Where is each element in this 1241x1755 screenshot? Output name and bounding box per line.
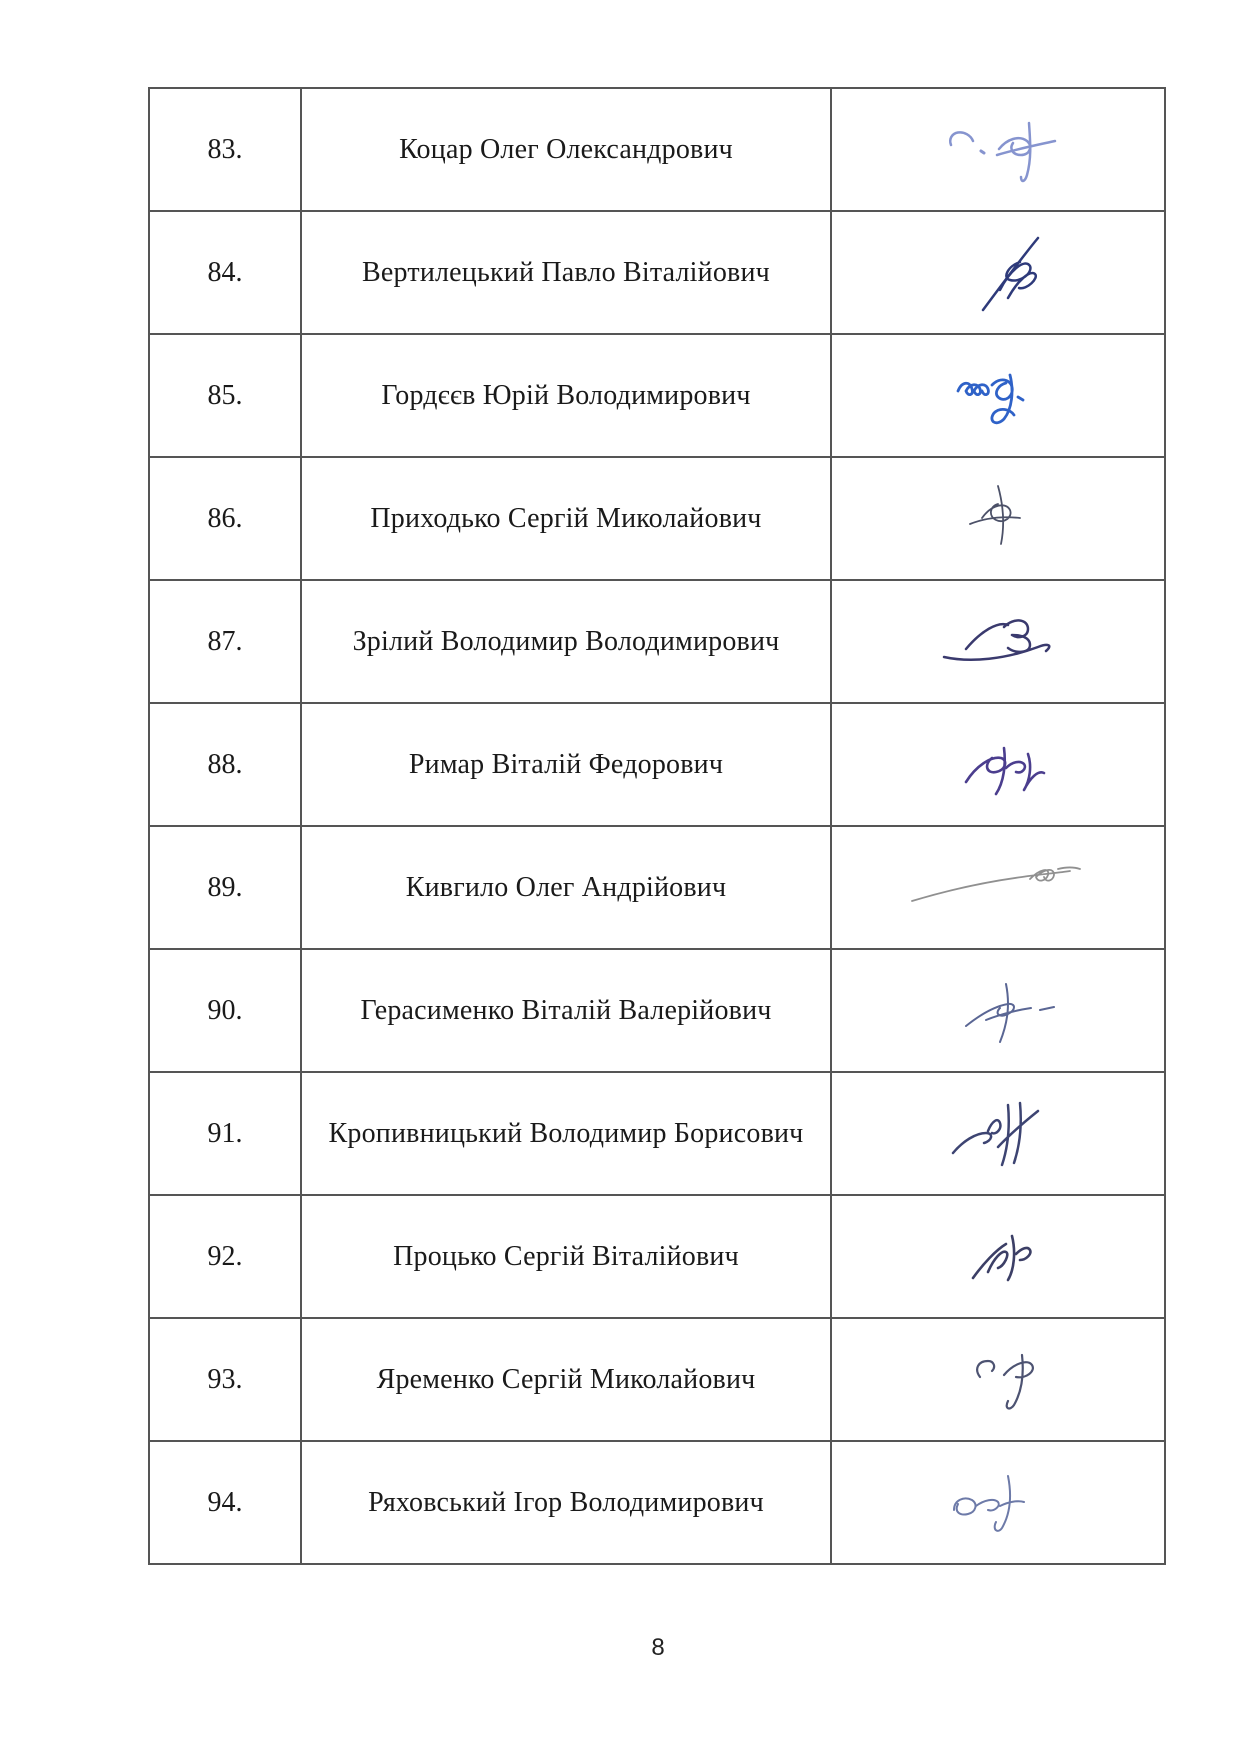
signature-cell (831, 826, 1165, 949)
table-row (149, 88, 1165, 211)
row-number: 85. (149, 334, 301, 457)
signature-image (888, 720, 1108, 810)
row-number: 88. (149, 703, 301, 826)
signature-cell (831, 334, 1165, 457)
row-number: 94. (149, 1441, 301, 1564)
table-row (149, 457, 1165, 580)
person-name: Зрілий Володимир Володимирович (301, 580, 831, 703)
row-number: 89. (149, 826, 301, 949)
signature-image (888, 1212, 1108, 1302)
signature-cell (831, 88, 1165, 211)
row-number: 83. (149, 88, 301, 211)
person-name: Кивгило Олег Андрійович (301, 826, 831, 949)
page-number: 8 (651, 1634, 665, 1661)
table-row (149, 1195, 1165, 1318)
table-row (149, 334, 1165, 457)
table-row (149, 1441, 1165, 1564)
person-name: Гордєєв Юрій Володимирович (301, 334, 831, 457)
table-row (149, 1072, 1165, 1195)
person-name: Кропивницький Володимир Борисович (301, 1072, 831, 1195)
row-number: 93. (149, 1318, 301, 1441)
person-name: Приходько Сергій Миколайович (301, 457, 831, 580)
row-number: 91. (149, 1072, 301, 1195)
table-row (149, 703, 1165, 826)
table-row (149, 211, 1165, 334)
person-name: Римар Віталій Федорович (301, 703, 831, 826)
row-number: 92. (149, 1195, 301, 1318)
signature-cell (831, 211, 1165, 334)
signature-cell (831, 1195, 1165, 1318)
row-number: 90. (149, 949, 301, 1072)
signature-cell (831, 580, 1165, 703)
signature-cell (831, 1072, 1165, 1195)
signature-cell (831, 1441, 1165, 1564)
row-number: 86. (149, 457, 301, 580)
signature-image (888, 474, 1108, 564)
person-name: Вертилецький Павло Віталійович (301, 211, 831, 334)
signature-cell (831, 457, 1165, 580)
signature-table (148, 87, 1166, 1565)
signature-image (888, 351, 1108, 441)
signature-image (906, 597, 1126, 687)
signature-cell (831, 1318, 1165, 1441)
row-number: 87. (149, 580, 301, 703)
table-row (149, 826, 1165, 949)
signature-image (888, 1335, 1108, 1425)
signature-image (888, 228, 1108, 318)
signature-image (898, 843, 1118, 933)
signature-cell (831, 703, 1165, 826)
row-number: 84. (149, 211, 301, 334)
table-row (149, 1318, 1165, 1441)
person-name: Процько Сергій Віталійович (301, 1195, 831, 1318)
person-name: Коцар Олег Олександрович (301, 88, 831, 211)
signature-image (933, 105, 1153, 195)
signature-cell (831, 949, 1165, 1072)
table-row (149, 949, 1165, 1072)
signature-image (888, 966, 1108, 1056)
signature-image (888, 1089, 1108, 1179)
signature-image (888, 1458, 1108, 1548)
person-name: Яременко Сергій Миколайович (301, 1318, 831, 1441)
person-name: Ряховський Ігор Володимирович (301, 1441, 831, 1564)
person-name: Герасименко Віталій Валерійович (301, 949, 831, 1072)
table-row (149, 580, 1165, 703)
